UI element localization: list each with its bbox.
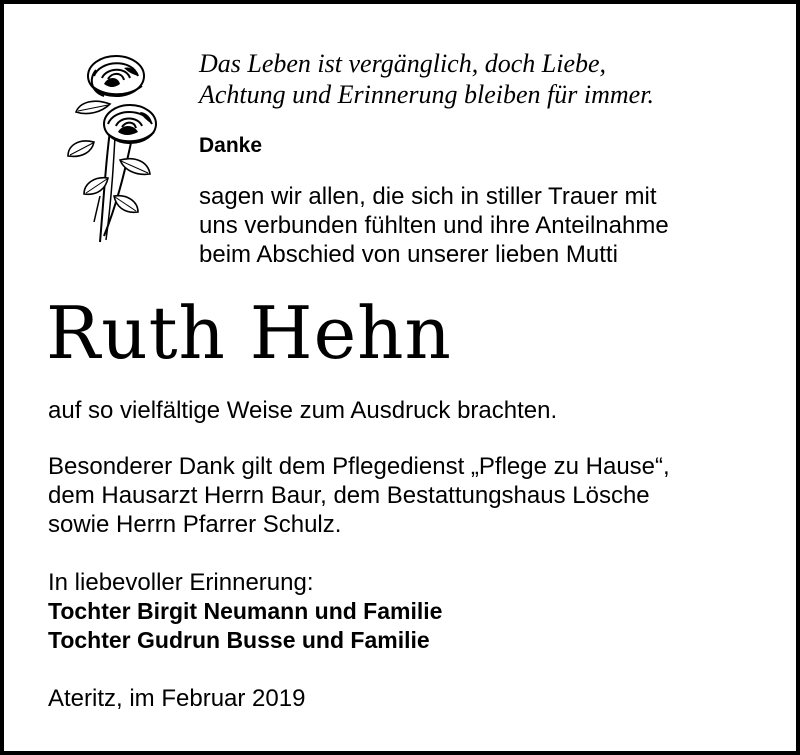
deceased-name: Ruth Hehn xyxy=(46,291,452,375)
special-thanks-line-1: Besonderer Dank gilt dem Pflegedienst „Pflege zu Hause“, xyxy=(48,453,670,480)
memorial-quote xyxy=(199,48,654,110)
signature-block xyxy=(48,568,442,655)
rose-icon xyxy=(54,46,164,246)
quote-line-1: Das Leben ist vergänglich, doch Liebe, xyxy=(199,49,607,78)
mourner-2: Tochter Gudrun Busse und Familie xyxy=(48,627,430,653)
thanks-intro xyxy=(199,182,669,269)
special-thanks-line-3: sowie Herrn Pfarrer Schulz. xyxy=(48,511,342,538)
intro-line-3: beim Abschied von unserer lieben Mutti xyxy=(199,241,618,268)
signature-intro: In liebevoller Erinnerung: xyxy=(48,569,314,596)
quote-line-2: Achtung und Erinnerung bleiben für immer. xyxy=(199,80,654,109)
thanks-heading: Danke xyxy=(199,134,263,157)
intro-line-1: sagen wir allen, die sich in stiller Trauer mit xyxy=(199,183,657,210)
intro-line-2: uns verbunden fühlten und ihre Anteilnahme xyxy=(199,212,669,239)
special-thanks-line-2: dem Hausarzt Herrn Baur, dem Bestattungshaus Lösche xyxy=(48,482,650,509)
mourner-1: Tochter Birgit Neumann und Familie xyxy=(48,598,443,624)
place-date: Ateritz, im Februar 2019 xyxy=(48,685,306,712)
closing-line: auf so vielfältige Weise zum Ausdruck brachten. xyxy=(48,397,558,424)
special-thanks xyxy=(48,452,670,539)
